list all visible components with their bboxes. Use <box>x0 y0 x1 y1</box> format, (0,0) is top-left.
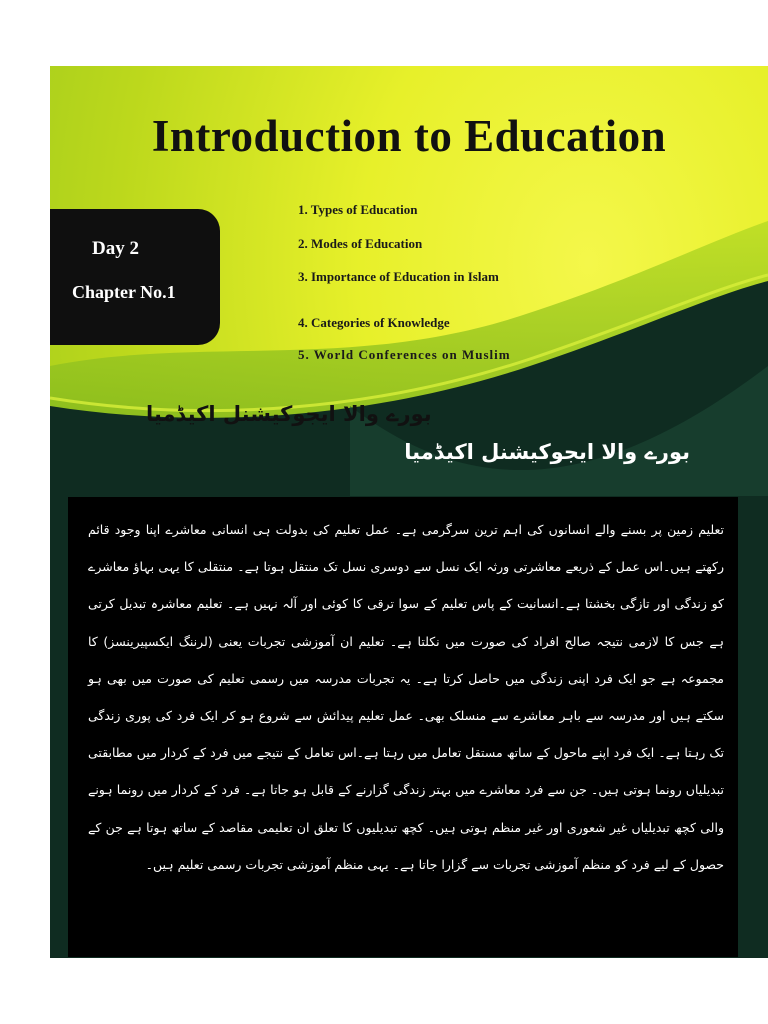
day-label: Day 2 <box>92 238 139 259</box>
topic-item: 4. Categories of Knowledge <box>298 315 450 330</box>
body-paragraph: تعلیم زمین پر بسنے والے انسانوں کی اہم ترین سرگرمی ہے۔ عمل تعلیم کی بدولت ہی انسانی معاشرے اپنا وجود قائم رکھتے ہیں۔اس عمل کے ذریعے معاشرتی ورثہ ایک نسل سے دوسری نسل تک منتقل ہوتا ہے۔ منتقلی کا یہی بہاؤ معاشرے کو زندگی اور تازگی بخشتا ہے۔انسانیت کے پاس تعلیم کے سوا ترقی کا کوئی اور آلہ نہیں ہے۔ تعلیم معاشرہ تبدیل کرتی ہے جس کا لازمی نتیجہ صالح افراد کی صورت میں نکلتا ہے۔ تعلیم ان آموزشی تجربات یعنی (لرننگ ایکسپیرینسز) کا مجموعہ ہے جو ایک فرد اپنی زندگی میں حاصل کرتا ہے۔ یہ تجربات مدرسہ میں رسمی تعلیم کی صورت میں بھی ہو سکتے ہیں اور مدرسہ سے باہر معاشرے سے منسلک بھی۔ عمل تعلیم پیدائش سے شروع ہو کر ایک فرد کی پوری زندگی تک رہتا ہے۔ ایک فرد اپنے ماحول کے ساتھ مستقل تعامل میں رہتا ہے۔اس تعامل کے نتیجے میں فرد کے کردار میں مطابقتی تبدیلیاں رونما ہوتی ہیں۔ جن سے فرد معاشرے میں بہتر زندگی گزارنے کے قابل ہو جاتا ہے۔ فرد کے کردار میں رونما ہونے والی کچھ تبدیلیاں غیر شعوری اور غیر منظم ہوتی ہیں۔ کچھ تبدیلیوں کا تعلق ان تعلیمی مقاصد کے ساتھ ہوتا ہے جن کے حصول کے لیے فرد کو منظم آموزشی تجربات سے گزارا جاتا ہے۔ یہی منظم آموزشی تجربات رسمی تعلیم ہیں۔ <box>88 522 724 872</box>
topic-item: 1. Types of Education <box>298 202 418 217</box>
topic-item: 5. World Conferences on Muslim <box>298 347 511 362</box>
text-box <box>68 497 738 957</box>
topic-item: 3. Importance of Education in Islam <box>298 269 499 284</box>
chapter-label: Chapter No.1 <box>72 282 176 302</box>
document-page <box>50 66 768 958</box>
day-chapter-box <box>50 209 220 345</box>
academy-name-heading: بورے والا ایجوکیشنل اکیڈمیا <box>146 402 432 426</box>
topic-item: 2. Modes of Education <box>298 236 423 251</box>
academy-name-subheading: بورے والا ایجوکیشنل اکیڈمیا <box>404 440 690 464</box>
page-title: Introduction to Education <box>151 111 667 161</box>
